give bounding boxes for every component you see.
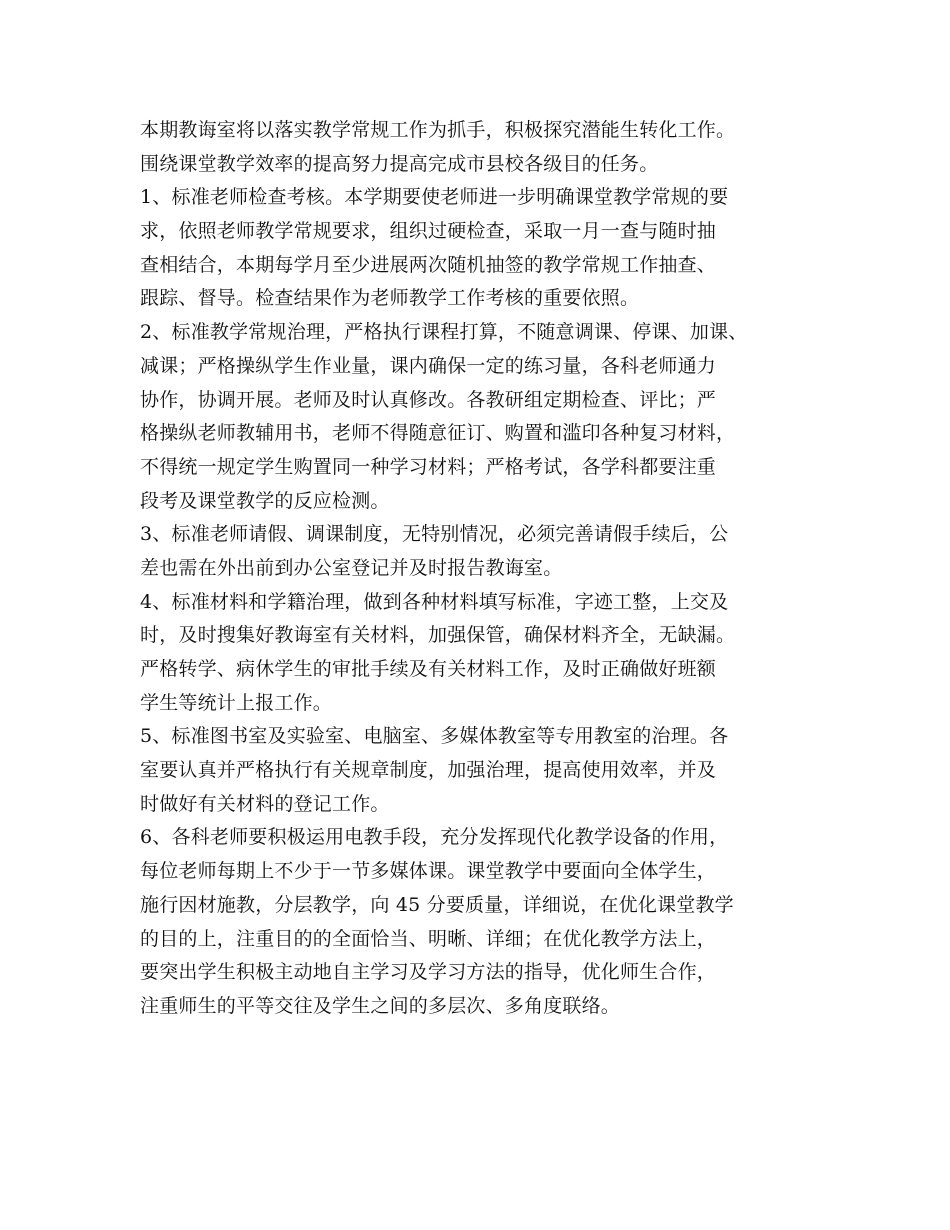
text-line-17: 严格转学、病休学生的审批手续及有关材料工作，及时正确做好班额 <box>140 658 717 680</box>
text-line-24: 施行因材施教，分层教学，向 45 分要质量，详细说，在优化课堂教学 <box>140 893 734 916</box>
text-line-16: 时，及时搜集好教诲室有关材料，加强保管，确保材料齐全，无缺漏。 <box>140 624 736 647</box>
text-line-19: 5、标准图书室及实验室、电脑室、多媒体教室等专用教室的治理。各 <box>140 725 729 748</box>
text-line-27: 注重师生的平等交往及学生之间的多层次、多角度联络。 <box>140 994 621 1017</box>
text-line-2: 围绕课堂教学效率的提高努力提高完成市县校各级目的任务。 <box>140 152 659 175</box>
text-line-23: 每位老师每期上不少于一节多媒体课。课堂教学中要面向全体学生， <box>140 860 717 883</box>
text-line-22: 6、各科老师要积极运用电教手段，充分发挥现代化教学设备的作用， <box>140 826 729 849</box>
document-body <box>140 114 830 1024</box>
text-line-6: 跟踪、督导。检查结果作为老师教学工作考核的重要依照。 <box>140 287 640 310</box>
text-line-4: 求，依照老师教学常规要求，组织过硬检查，采取一月一查与随时抽 <box>140 220 717 243</box>
text-line-21: 时做好有关材料的登记工作。 <box>140 792 390 815</box>
text-line-9: 协作，协调开展。老师及时认真修改。各教研组定期检查、评比；严 <box>140 388 717 411</box>
text-line-10: 格操纵老师教辅用书，老师不得随意征订、购置和滥印各种复习材料， <box>140 422 736 445</box>
text-line-25: 的目的上，注重目的的全面恰当、明晰、详细；在优化教学方法上， <box>140 927 717 950</box>
text-line-13: 3、标准老师请假、调课制度，无特别情况，必须完善请假手续后，公 <box>140 523 729 546</box>
text-line-26: 要突出学生积极主动地自主学习及学习方法的指导，优化师生合作， <box>140 961 717 984</box>
text-line-14: 差也需在外出前到办公室登记并及时报告教诲室。 <box>140 556 563 579</box>
text-line-11: 不得统一规定学生购置同一种学习材料；严格考试，各学科都要注重 <box>140 455 717 478</box>
text-line-3: 1、标准老师检查考核。本学期要使老师进一步明确课堂教学常规的要 <box>140 186 729 209</box>
text-line-1: 本期教诲室将以落实教学常规工作为抓手，积极探究潜能生转化工作。 <box>140 119 736 141</box>
text-line-7: 2、标准教学常规治理，严格执行课程打算，不随意调课、停课、加课、 <box>140 321 748 344</box>
text-line-18: 学生等统计上报工作。 <box>140 691 333 714</box>
text-line-8: 减课；严格操纵学生作业量，课内确保一定的练习量，各科老师通力 <box>140 354 717 377</box>
text-line-5: 查相结合，本期每学月至少进展两次随机抽签的教学常规工作抽查、 <box>140 253 717 276</box>
text-line-20: 室要认真并严格执行有关规章制度，加强治理，提高使用效率，并及 <box>140 759 717 782</box>
text-line-12: 段考及课堂教学的反应检测。 <box>140 489 390 512</box>
text-line-15: 4、标准材料和学籍治理，做到各种材料填写标准，字迹工整，上交及 <box>140 590 729 613</box>
